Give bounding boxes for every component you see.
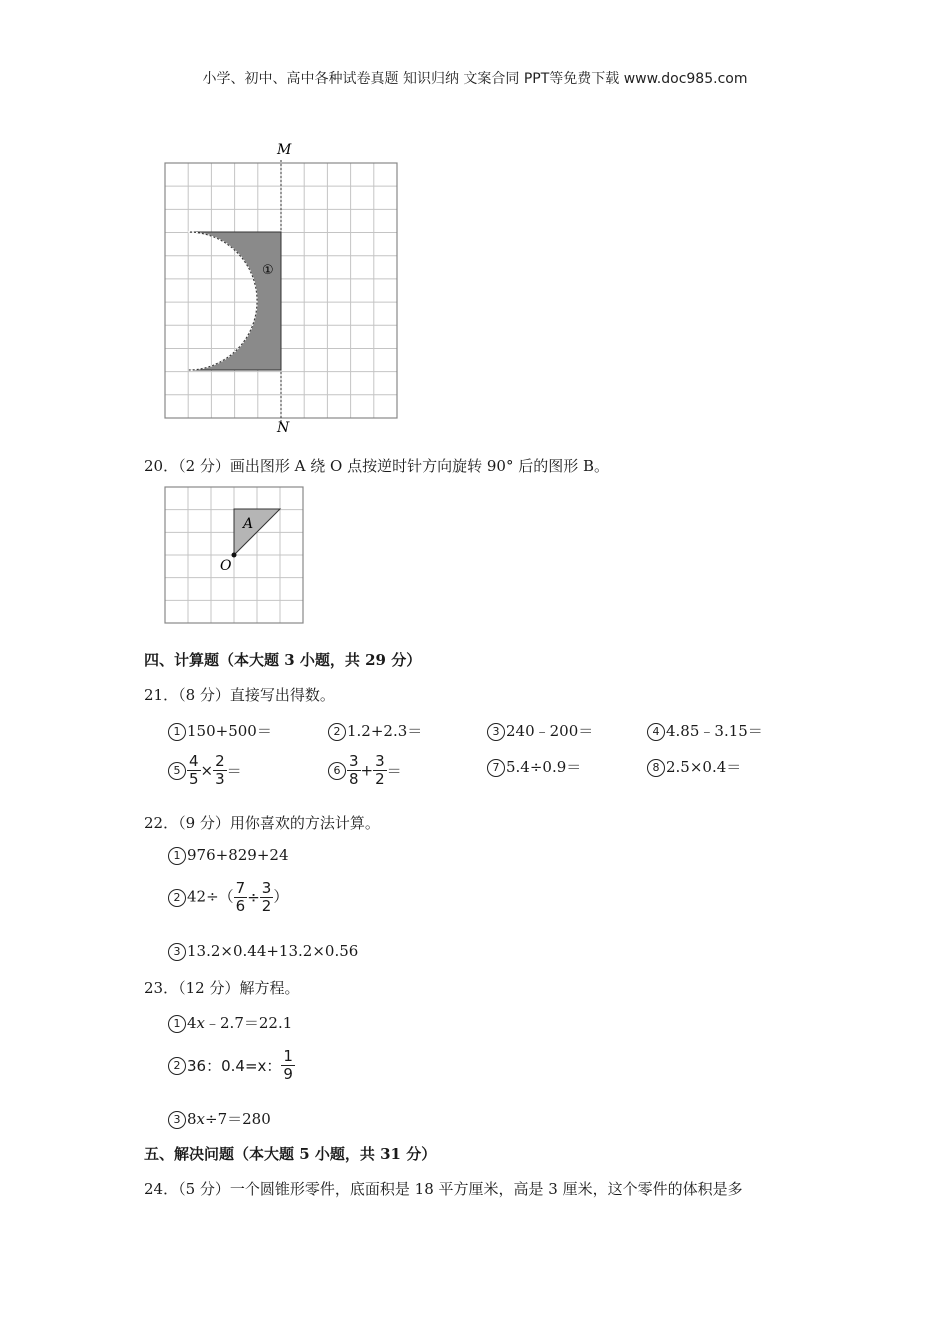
- q23-item-3: 3 8x÷7＝280: [168, 1108, 271, 1129]
- point-o: [232, 553, 237, 558]
- q23-item-2: 2 36：0.4=x： $\frac{1}{9}$: [168, 1048, 295, 1083]
- q23-item-1: 1 4x﹣2.7＝22.1: [168, 1012, 292, 1033]
- page-header: 小学、初中、高中各种试卷真题 知识归纳 文案合同 PPT等免费下载 www.doc985.com: [202, 71, 748, 87]
- q21-item-7: 7 5.4÷0.9＝: [487, 756, 581, 777]
- q21-item-8: 8 2.5×0.4＝: [647, 756, 741, 777]
- shape-label-1: ①: [262, 263, 274, 278]
- axis-label-n: N: [277, 420, 290, 436]
- grid-figure-19: [165, 140, 405, 435]
- grid-figure-20: [165, 487, 307, 627]
- question-20: [144, 455, 609, 476]
- q22-item-3: 3 13.2×0.44+13.2×0.56: [168, 942, 358, 961]
- question-number: 20．: [144, 457, 179, 475]
- question-text: （2 分）画出图形 A 绕 O 点按逆时针方向旋转 90° 后的图形 B。: [178, 457, 610, 475]
- section-5-title: 五、解决问题（本大题 5 小题，共 31 分）: [144, 1145, 437, 1163]
- q21-item-1: 1 150+500＝: [168, 720, 272, 741]
- question-21: 21．（8 分）直接写出得数。: [144, 686, 335, 704]
- point-label-o: O: [220, 558, 232, 574]
- q21-item-2: 2 1.2+2.3＝: [328, 720, 422, 741]
- triangle-label-a: A: [243, 516, 254, 532]
- q22-item-1: 1 976+829+24: [168, 846, 288, 865]
- axis-label-m: M: [277, 142, 292, 158]
- q21-item-4: 4 4.85﹣3.15＝: [647, 720, 763, 741]
- q22-item-2: 2 42÷（ $\frac{7}{6}$ ÷ $\frac{3}{2}$ ）: [168, 880, 288, 915]
- q21-item-5: 5 $\frac{4}{5}$ × $\frac{2}{3}$ ＝: [168, 753, 242, 788]
- question-24: 24．（5 分）一个圆锥形零件，底面积是 18 平方厘米，高是 3 厘米，这个零件的体积是多: [144, 1180, 743, 1198]
- q21-item-3: 3 240﹣200＝: [487, 720, 593, 741]
- question-23: 23．（12 分）解方程。: [144, 979, 300, 997]
- section-4-title: 四、计算题（本大题 3 小题，共 29 分）: [144, 651, 422, 669]
- q21-item-6: 6 $\frac{3}{8}$ + $\frac{3}{2}$ ＝: [328, 753, 402, 788]
- question-22: 22．（9 分）用你喜欢的方法计算。: [144, 814, 380, 832]
